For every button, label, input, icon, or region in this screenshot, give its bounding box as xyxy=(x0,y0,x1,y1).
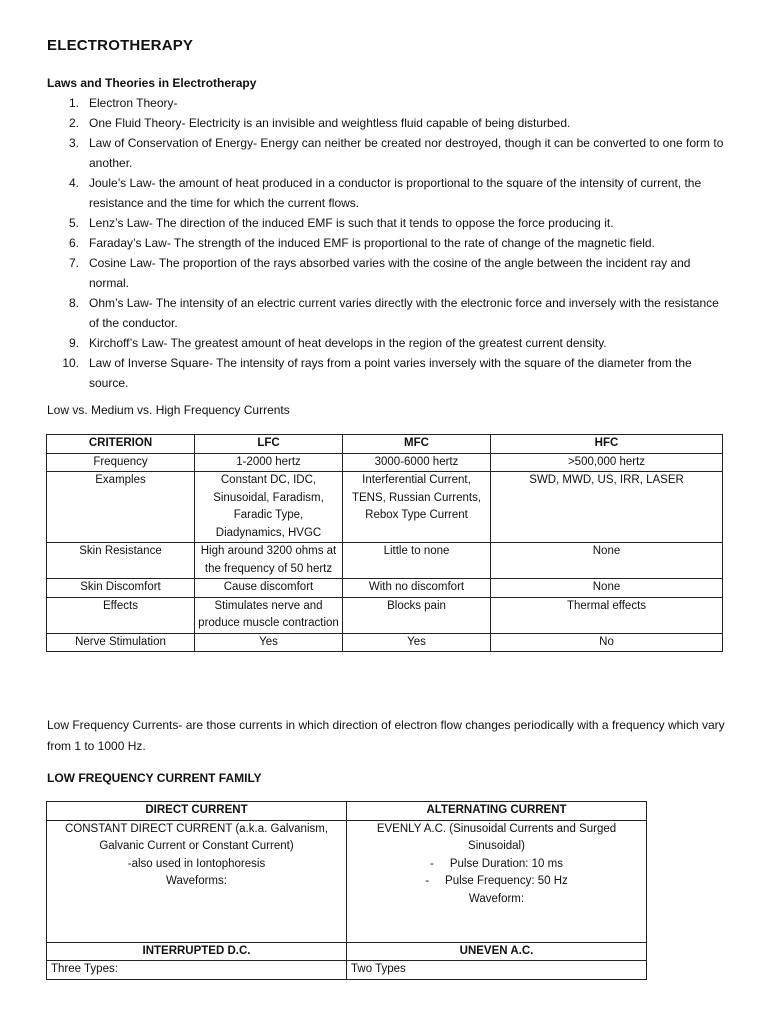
table-row xyxy=(47,820,647,942)
cell-line: Sinusoidal) xyxy=(468,840,525,852)
column-header: CRITERION xyxy=(47,435,195,454)
cell-line: Pulse Frequency: 50 Hz xyxy=(445,875,568,887)
list-text: Faraday’s Law- The strength of the induced EMF is proportional to the rate of change of the magnetic field. xyxy=(89,236,655,250)
cell-line: Waveform: xyxy=(468,892,525,905)
cell-line: EVENLY A.C. (Sinusoidal Currents and Surged xyxy=(376,822,617,835)
list-number: 2. xyxy=(68,116,79,130)
list-item xyxy=(47,233,727,253)
list-number: 1. xyxy=(68,96,79,110)
table-cell: None xyxy=(491,543,723,579)
table-cell: No xyxy=(491,633,723,652)
document-title: ELECTROTHERAPY xyxy=(47,37,194,54)
table-row xyxy=(47,543,723,579)
list-number: 7. xyxy=(68,256,79,270)
column-header: MFC xyxy=(343,435,491,454)
list-text: Joule’s Law- the amount of heat produced in a conductor is proportional to the square of the intensity of current, the resistance and the time for which the current flows. xyxy=(89,176,702,210)
column-header: HFC xyxy=(491,435,723,454)
cell-line: CONSTANT DIRECT CURRENT (a.k.a. Galvanism, xyxy=(64,822,329,835)
list-number: 10. xyxy=(62,356,79,370)
list-item xyxy=(47,113,727,133)
lfc-paragraph: Low Frequency Currents- are those currents in which direction of electron flow changes periodically with a frequency which vary from 1 to 1000 Hz. xyxy=(47,718,725,753)
cell-line: Galvanic Current or Constant Current) xyxy=(99,840,294,852)
table-cell: Nerve Stimulation xyxy=(47,633,195,652)
table-cell: 3000-6000 hertz xyxy=(343,453,491,472)
column-header: UNEVEN A.C. xyxy=(347,942,647,961)
table-cell: >500,000 hertz xyxy=(491,453,723,472)
dash-bullet: - xyxy=(430,857,450,870)
table-row xyxy=(47,633,723,652)
table-header-row xyxy=(47,802,647,821)
list-item xyxy=(47,133,727,173)
table-cell: Thermal effects xyxy=(491,597,723,633)
list-item xyxy=(47,93,727,113)
table-cell: Skin Discomfort xyxy=(47,579,195,598)
list-number: 8. xyxy=(68,296,79,310)
family-heading: LOW FREQUENCY CURRENT FAMILY xyxy=(47,771,262,785)
table-cell: None xyxy=(491,579,723,598)
table-cell: Examples xyxy=(47,472,195,543)
laws-list xyxy=(47,93,727,393)
frequency-table xyxy=(46,434,723,652)
list-text: Law of Conservation of Energy- Energy can neither be created nor destroyed, though it can be converted to one form to another. xyxy=(89,136,724,170)
cell-line: -also used in Iontophoresis xyxy=(127,857,266,870)
table-cell xyxy=(347,820,647,942)
bullet-item xyxy=(351,856,642,874)
list-number: 3. xyxy=(68,136,79,150)
table-cell: SWD, MWD, US, IRR, LASER xyxy=(491,472,723,543)
list-text: Ohm’s Law- The intensity of an electric current varies directly with the electronic force and inversely with the resistance of the conductor. xyxy=(89,296,719,330)
table-cell xyxy=(47,820,347,942)
list-text: One Fluid Theory- Electricity is an invisible and weightless fluid capable of being disturbed. xyxy=(89,116,571,130)
table-cell: With no discomfort xyxy=(343,579,491,598)
list-item xyxy=(47,333,727,353)
list-text: Lenz’s Law- The direction of the induced EMF is such that it tends to oppose the force producing it. xyxy=(89,216,614,230)
cell-line: Waveforms: xyxy=(166,875,227,887)
list-number: 4. xyxy=(68,176,79,190)
table-row xyxy=(47,961,647,980)
table-row xyxy=(47,472,723,543)
table-row xyxy=(47,453,723,472)
list-item xyxy=(47,213,727,233)
list-number: 6. xyxy=(68,236,79,250)
table-cell: Cause discomfort xyxy=(195,579,343,598)
column-header: DIRECT CURRENT xyxy=(47,802,347,821)
list-item xyxy=(47,253,727,293)
dash-bullet: - xyxy=(425,875,446,887)
table-cell: Blocks pain xyxy=(343,597,491,633)
table-cell: Yes xyxy=(343,633,491,652)
table-row xyxy=(47,597,723,633)
list-text: Cosine Law- The proportion of the rays absorbed varies with the cosine of the angle between the incident ray and normal. xyxy=(89,256,691,290)
list-number: 5. xyxy=(68,216,79,230)
table-cell: Effects xyxy=(47,597,195,633)
column-header: ALTERNATING CURRENT xyxy=(347,802,647,821)
table-cell: Little to none xyxy=(343,543,491,579)
family-table xyxy=(46,801,647,980)
list-number: 9. xyxy=(68,336,79,350)
table-header-row xyxy=(47,942,647,961)
list-item xyxy=(47,293,727,333)
list-item xyxy=(47,353,727,393)
table-cell: High around 3200 ohms at the frequency of 50 hertz xyxy=(195,543,343,579)
list-text: Kirchoff’s Law- The greatest amount of heat develops in the region of the greatest current density. xyxy=(89,336,607,350)
list-text: Electron Theory- xyxy=(89,96,178,110)
column-header: LFC xyxy=(195,435,343,454)
table-cell: Yes xyxy=(195,633,343,652)
frequency-heading: Low vs. Medium vs. High Frequency Currents xyxy=(47,403,290,417)
list-item xyxy=(47,173,727,213)
list-text: Law of Inverse Square- The intensity of rays from a point varies inversely with the square of the diameter from the source. xyxy=(89,356,692,390)
table-cell: Interferential Current, TENS, Russian Currents, Rebox Type Current xyxy=(343,472,491,543)
bullet-item xyxy=(351,873,642,891)
laws-heading: Laws and Theories in Electrotherapy xyxy=(47,76,257,90)
cell-line: Pulse Duration: 10 ms xyxy=(449,857,563,870)
table-header-row xyxy=(47,435,723,454)
table-cell: Frequency xyxy=(47,453,195,472)
table-row xyxy=(47,579,723,598)
table-cell: 1-2000 hertz xyxy=(195,453,343,472)
table-cell: Three Types: xyxy=(47,961,347,980)
table-cell: Two Types xyxy=(347,961,647,980)
table-cell: Skin Resistance xyxy=(47,543,195,579)
column-header: INTERRUPTED D.C. xyxy=(47,942,347,961)
table-cell: Stimulates nerve and produce muscle contraction xyxy=(195,597,343,633)
table-cell: Constant DC, IDC, Sinusoidal, Faradism, Faradic Type, Diadynamics, HVGC xyxy=(195,472,343,543)
